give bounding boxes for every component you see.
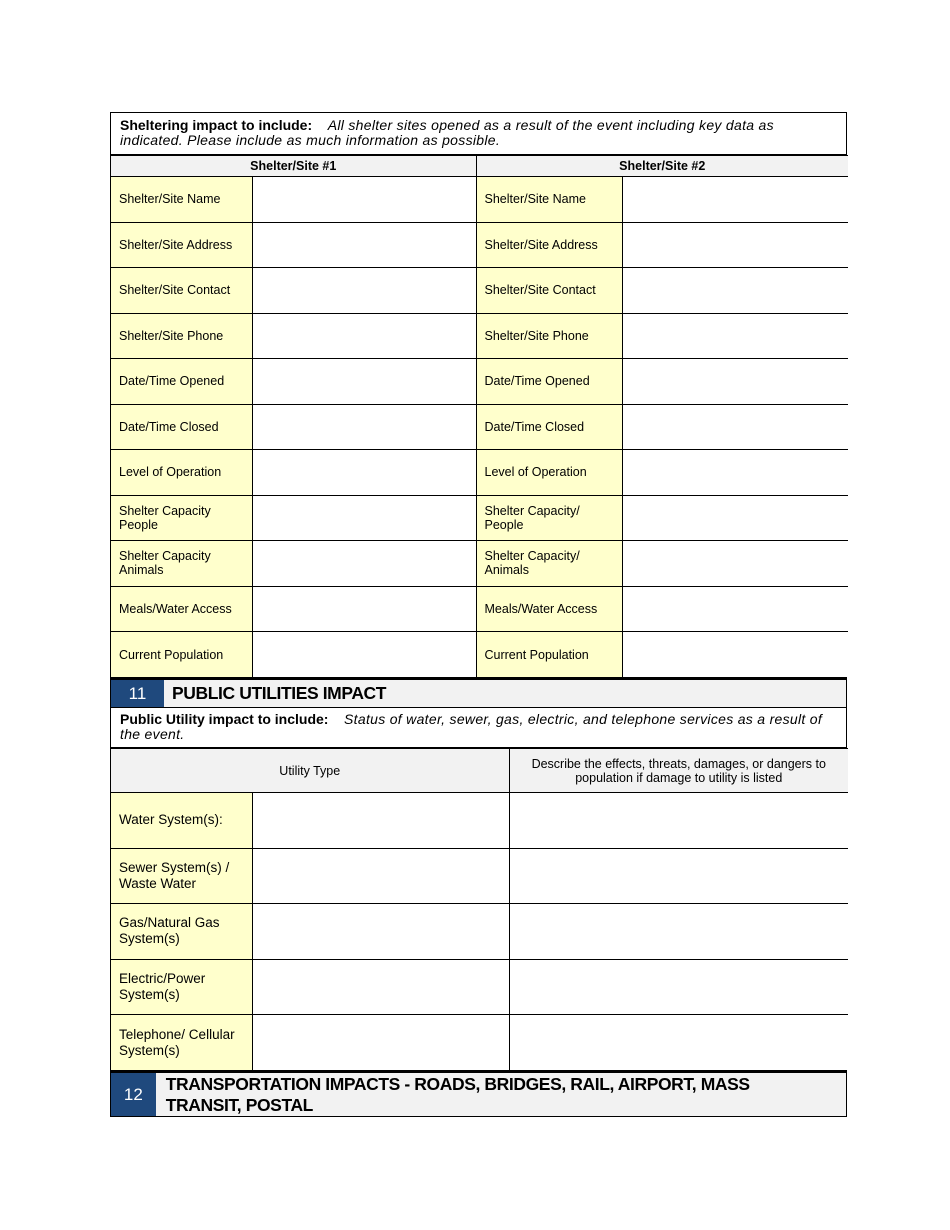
- shelter-row: [111, 450, 848, 496]
- site2-header: Shelter/Site #2: [476, 156, 848, 177]
- shelter-row: [111, 495, 848, 541]
- site1-field-value[interactable]: [252, 177, 476, 223]
- site2-field-label: Date/Time Opened: [476, 359, 622, 405]
- section-11-title: PUBLIC UTILITIES IMPACT: [172, 683, 387, 703]
- site1-field-label: Shelter/Site Contact: [111, 268, 252, 314]
- shelter-row: [111, 541, 848, 587]
- site2-field-value[interactable]: [622, 359, 848, 405]
- site2-field-value[interactable]: [622, 586, 848, 632]
- site1-field-label: Shelter/Site Name: [111, 177, 252, 223]
- site2-field-label: Level of Operation: [476, 450, 622, 496]
- utility-type-label: Electric/Power System(s): [111, 959, 252, 1015]
- site2-field-value[interactable]: [622, 495, 848, 541]
- site1-field-label: Current Population: [111, 632, 252, 678]
- section-12-header: [110, 1071, 847, 1117]
- site1-field-value[interactable]: [252, 586, 476, 632]
- site1-field-label: Shelter/Site Address: [111, 222, 252, 268]
- section-11-number: 11: [111, 680, 164, 707]
- site1-field-label: Shelter/Site Phone: [111, 313, 252, 359]
- utility-status-value[interactable]: [252, 848, 509, 904]
- shelter-table-wrap: [110, 155, 847, 678]
- utility-description-value[interactable]: [509, 1015, 848, 1071]
- utility-type-label: Gas/Natural Gas System(s): [111, 904, 252, 960]
- utility-type-label: Water System(s):: [111, 793, 252, 849]
- site1-field-value[interactable]: [252, 404, 476, 450]
- utility-type-label: Telephone/ Cellular System(s): [111, 1015, 252, 1071]
- report-form: [110, 112, 847, 1117]
- utilities-intro-text: Status of water, sewer, gas, electric, and telephone services as a result of the event.: [120, 711, 823, 742]
- utility-row: [111, 904, 848, 960]
- site1-field-value[interactable]: [252, 632, 476, 678]
- site1-field-label: Shelter Capacity Animals: [111, 541, 252, 587]
- utilities-intro-label: Public Utility impact to include:: [120, 711, 329, 727]
- utility-status-value[interactable]: [252, 959, 509, 1015]
- utilities-table-wrap: [110, 748, 847, 1071]
- site1-field-label: Level of Operation: [111, 450, 252, 496]
- shelter-row: [111, 313, 848, 359]
- shelter-row: [111, 586, 848, 632]
- utility-describe-header: Describe the effects, threats, damages, or dangers to population if damage to utility is listed: [509, 749, 848, 793]
- site2-field-label: Shelter/Site Name: [476, 177, 622, 223]
- shelter-row: [111, 359, 848, 405]
- utility-row: [111, 793, 848, 849]
- shelter-row: [111, 632, 848, 678]
- utility-description-value[interactable]: [509, 904, 848, 960]
- utility-type-header: Utility Type: [111, 749, 509, 793]
- site1-field-label: Date/Time Closed: [111, 404, 252, 450]
- section-12-number: 12: [111, 1073, 156, 1116]
- site2-field-value[interactable]: [622, 222, 848, 268]
- utility-description-value[interactable]: [509, 959, 848, 1015]
- site1-field-value[interactable]: [252, 313, 476, 359]
- utility-row: [111, 1015, 848, 1071]
- site1-field-value[interactable]: [252, 222, 476, 268]
- site1-field-value[interactable]: [252, 268, 476, 314]
- site1-field-value[interactable]: [252, 495, 476, 541]
- shelter-row: [111, 177, 848, 223]
- utility-status-value[interactable]: [252, 1015, 509, 1071]
- sheltering-intro: [110, 112, 847, 155]
- site2-field-value[interactable]: [622, 404, 848, 450]
- site1-field-label: Shelter Capacity People: [111, 495, 252, 541]
- site2-field-label: Date/Time Closed: [476, 404, 622, 450]
- site1-field-label: Meals/Water Access: [111, 586, 252, 632]
- site1-field-value[interactable]: [252, 359, 476, 405]
- site2-field-label: Shelter Capacity/ Animals: [476, 541, 622, 587]
- utility-row: [111, 959, 848, 1015]
- site2-field-label: Meals/Water Access: [476, 586, 622, 632]
- site2-field-label: Shelter/Site Phone: [476, 313, 622, 359]
- site1-header: Shelter/Site #1: [111, 156, 476, 177]
- site2-field-value[interactable]: [622, 177, 848, 223]
- utility-description-value[interactable]: [509, 848, 848, 904]
- shelter-row: [111, 268, 848, 314]
- utility-status-value[interactable]: [252, 793, 509, 849]
- site2-field-value[interactable]: [622, 632, 848, 678]
- site2-field-label: Shelter/Site Address: [476, 222, 622, 268]
- utilities-intro: [110, 708, 847, 748]
- sheltering-intro-label: Sheltering impact to include:: [120, 117, 313, 133]
- utility-type-label: Sewer System(s) / Waste Water: [111, 848, 252, 904]
- section-12-title: TRANSPORTATION IMPACTS - ROADS, BRIDGES, RAIL, AIRPORT, MASS TRANSIT, POSTAL: [165, 1073, 750, 1115]
- site2-field-label: Shelter Capacity/ People: [476, 495, 622, 541]
- shelter-table: [111, 155, 848, 677]
- utilities-table: [111, 748, 848, 1070]
- site2-field-label: Shelter/Site Contact: [476, 268, 622, 314]
- utility-description-value[interactable]: [509, 793, 848, 849]
- utility-row: [111, 848, 848, 904]
- site2-field-label: Current Population: [476, 632, 622, 678]
- site1-field-value[interactable]: [252, 541, 476, 587]
- section-11-header: [110, 678, 847, 708]
- utility-status-value[interactable]: [252, 904, 509, 960]
- sheltering-intro-text: All shelter sites opened as a result of the event including key data as indicated. Please include as much information as possible.: [120, 117, 774, 148]
- site2-field-value[interactable]: [622, 268, 848, 314]
- site1-field-label: Date/Time Opened: [111, 359, 252, 405]
- site2-field-value[interactable]: [622, 450, 848, 496]
- shelter-row: [111, 222, 848, 268]
- site2-field-value[interactable]: [622, 541, 848, 587]
- site1-field-value[interactable]: [252, 450, 476, 496]
- site2-field-value[interactable]: [622, 313, 848, 359]
- shelter-row: [111, 404, 848, 450]
